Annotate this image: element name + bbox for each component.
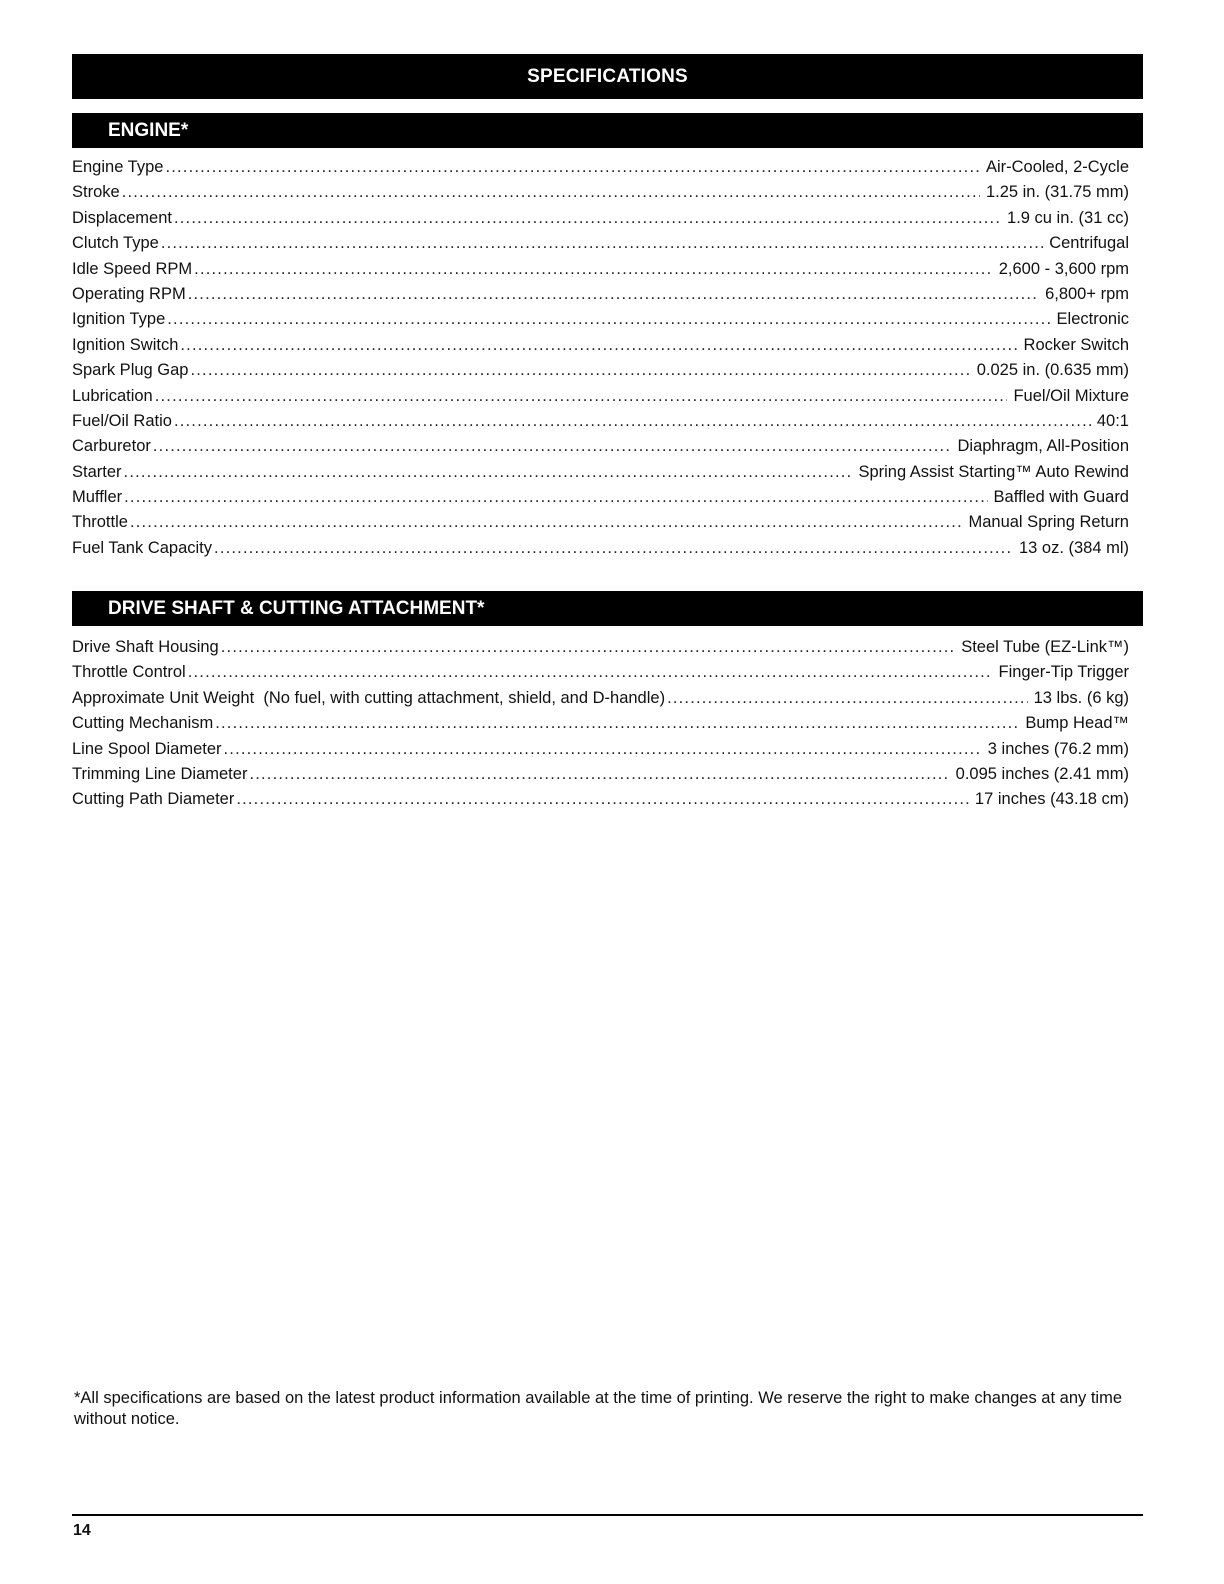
page-title: SPECIFICATIONS [72,54,1143,99]
spec-row [72,660,1129,685]
page-number: 14 [73,1522,91,1539]
spec-value: Fuel/Oil Mixture [1013,386,1129,405]
spec-value: 2,600 - 3,600 rpm [998,259,1129,278]
spec-value: 40:1 [1096,411,1129,430]
dot-leader [165,155,980,180]
spec-value: Manual Spring Return [968,513,1129,532]
spec-row [72,282,1129,307]
spec-row [72,460,1129,485]
spec-row [72,711,1129,736]
spec-row [72,434,1129,459]
spec-row [72,384,1129,409]
dot-leader [249,762,949,787]
dot-leader [190,358,970,383]
spec-value: Bump Head™ [1025,714,1129,733]
spec-row [72,231,1129,256]
spec-label: Ignition Type [72,310,166,329]
spec-value: 6,800+ rpm [1045,284,1129,303]
dot-leader [194,257,993,282]
spec-label: Cutting Path Diameter [72,790,235,809]
dot-leader [214,536,1013,561]
dot-leader [155,384,1008,409]
engine-section-heading: ENGINE* [72,113,1143,148]
spec-value: 13 oz. (384 ml) [1018,538,1129,557]
spec-label: Engine Type [72,158,164,176]
spec-label: Fuel Tank Capacity [72,538,213,557]
spec-label: Operating RPM [72,284,186,303]
spec-label: Fuel/Oil Ratio [72,411,172,430]
spec-value: 13 lbs. (6 kg) [1033,688,1129,707]
spec-row [72,307,1129,332]
spec-label: Stroke [72,183,120,202]
spec-value: Diaphragm, All-Position [957,437,1129,456]
spec-row [72,485,1129,510]
spec-row [72,686,1129,711]
spec-label: Displacement [72,208,172,227]
spec-label: Line Spool Diameter [72,739,222,758]
spec-value: Air-Cooled, 2-Cycle [985,158,1129,176]
spec-row [72,257,1129,282]
footer-divider [72,1514,1143,1516]
dot-leader [188,660,993,685]
spec-row [72,206,1129,231]
spec-row [72,358,1129,383]
dot-leader [167,307,1050,332]
spec-row [72,409,1129,434]
engine-spec-list [72,155,1129,561]
spec-label: Ignition Switch [72,335,179,354]
spec-label: Starter [72,462,122,481]
spec-label: Throttle [72,513,128,532]
spec-row [72,333,1129,358]
dot-leader [221,635,955,660]
spec-row [72,180,1129,205]
spec-label: Muffler [72,488,123,507]
spec-row [72,155,1129,180]
footnote: *All specifications are based on the latest product information available at the time of printing. We reserve the right to make changes at any time without notice. [74,1389,1123,1428]
spec-label: Lubrication [72,386,153,405]
dot-leader [124,460,853,485]
spec-label: Approximate Unit Weight (No fuel, with cutting attachment, shield, and D-handle) [72,688,666,707]
dot-leader [174,206,1001,231]
dot-leader [224,737,982,762]
dot-leader [180,333,1017,358]
dot-leader [188,282,1039,307]
spec-row [72,510,1129,535]
drive-shaft-spec-list [72,635,1129,813]
spec-value: Rocker Switch [1023,335,1129,354]
spec-value: Baffled with Guard [993,488,1129,507]
spec-label: Clutch Type [72,234,159,253]
dot-leader [215,711,1019,736]
spec-value: 17 inches (43.18 cm) [974,790,1129,809]
dot-leader [124,485,987,510]
spec-label: Throttle Control [72,663,186,682]
spec-row [72,787,1129,812]
spec-row [72,536,1129,561]
spec-row [72,737,1129,762]
dot-leader [153,434,952,459]
spec-row [72,635,1129,660]
spec-label: Carburetor [72,437,151,456]
spec-label: Drive Shaft Housing [72,638,219,656]
spec-label: Spark Plug Gap [72,361,189,380]
dot-leader [122,180,980,205]
spec-value: Centrifugal [1049,234,1129,253]
spec-value: 1.9 cu in. (31 cc) [1007,208,1129,227]
dot-leader [161,231,1043,256]
spec-label: Trimming Line Diameter [72,764,248,783]
spec-value: 0.025 in. (0.635 mm) [976,361,1129,380]
drive-shaft-section-heading: DRIVE SHAFT & CUTTING ATTACHMENT* [72,591,1143,626]
dot-leader [236,787,969,812]
dot-leader [667,686,1028,711]
dot-leader [174,409,1091,434]
spec-value: Steel Tube (EZ-Link™) [961,638,1129,656]
spec-value: Spring Assist Starting™ Auto Rewind [858,462,1129,481]
spec-value: Finger-Tip Trigger [998,663,1129,682]
spec-value: 3 inches (76.2 mm) [987,739,1129,758]
spec-value: Electronic [1056,310,1129,329]
spec-label: Idle Speed RPM [72,259,193,278]
spec-row [72,762,1129,787]
spec-value: 0.095 inches (2.41 mm) [955,764,1129,783]
spec-value: 1.25 in. (31.75 mm) [985,183,1129,202]
dot-leader [130,510,963,535]
spec-label: Cutting Mechanism [72,714,214,733]
